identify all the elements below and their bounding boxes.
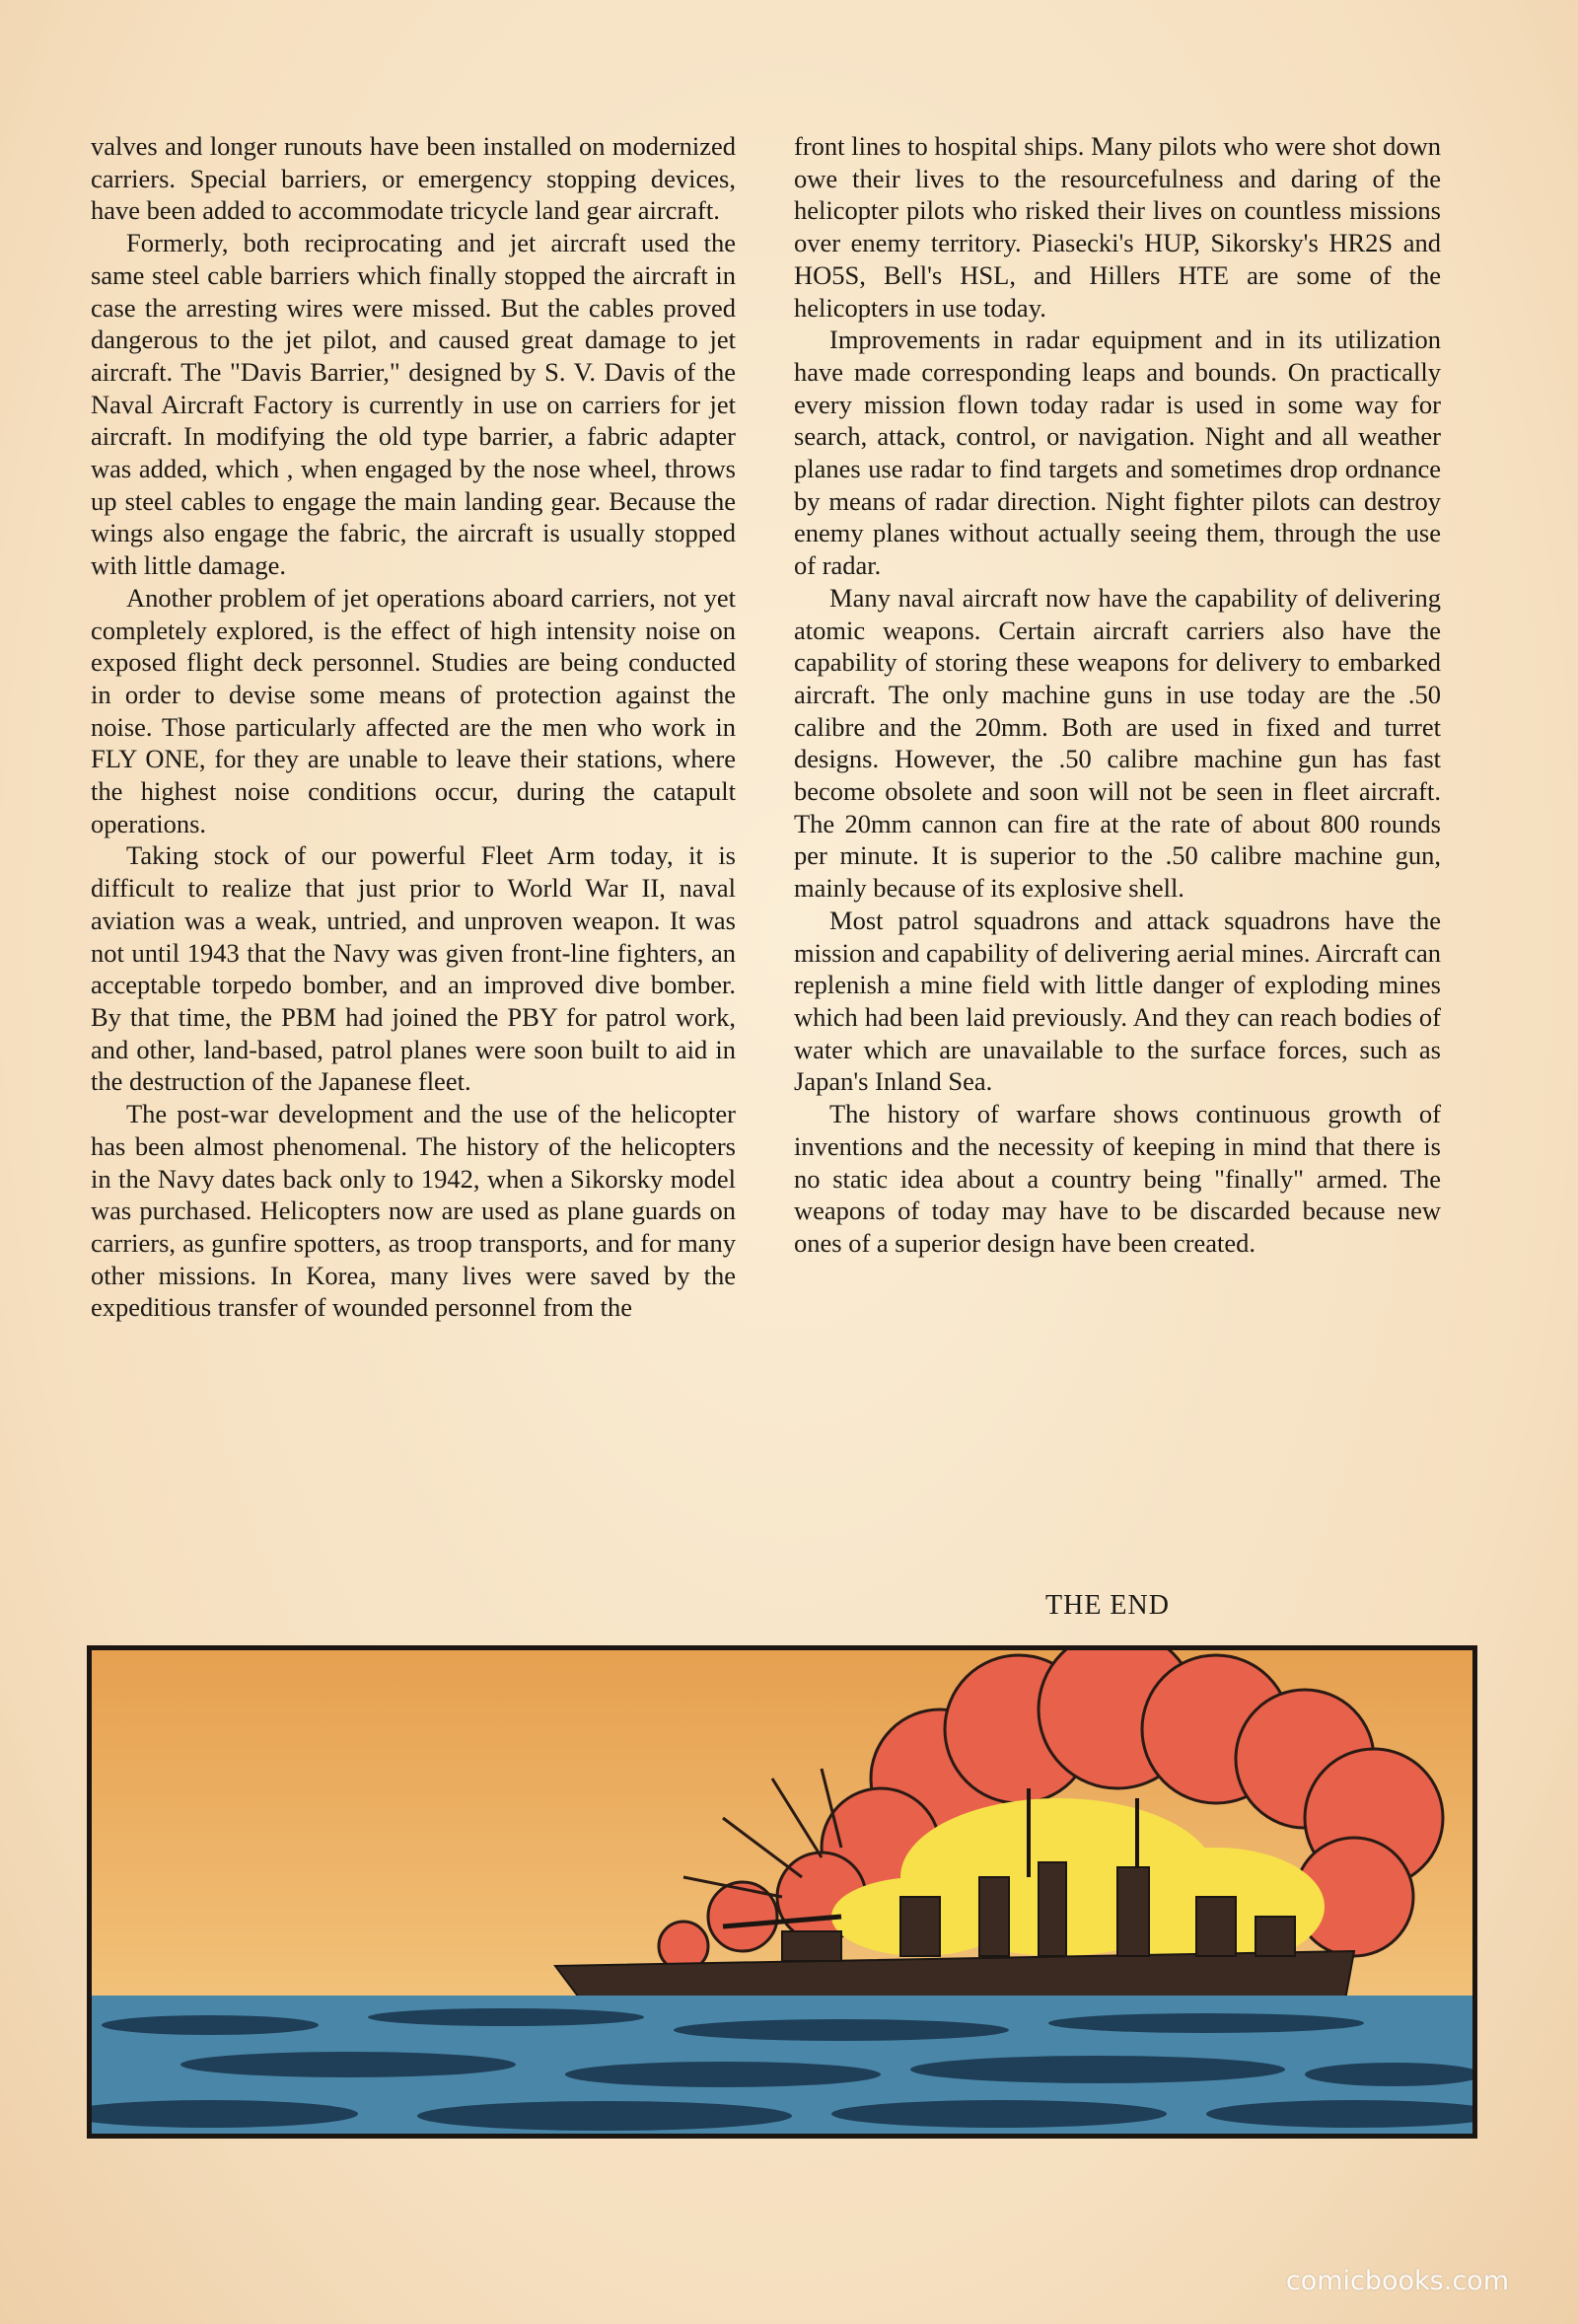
- right-text-column: [794, 130, 1441, 1260]
- sea-waves: [92, 2008, 1472, 2131]
- left-text-column: [91, 130, 736, 1324]
- paragraph: Another problem of jet operations aboard carriers, not yet completely explored, is the effect of high intensity noise on exposed flight deck personnel. Studies are being conducted in order to devise some means of protection against the noise. Those particularly affected are the men who work in FLY ONE, for they are unable to leave their stations, where the highest noise conditions occur, during the catapult operations.: [91, 582, 736, 838]
- paragraph: valves and longer runouts have been installed on modernized carriers. Special barriers, or emergency stopping devices, have been added to accommodate tricycle land gear aircraft.: [91, 131, 736, 226]
- paragraph: Formerly, both reciprocating and jet aircraft used the same steel cable barriers which finally stopped the aircraft in case the arresting wires were missed. But the cables proved dangerous to the jet pilot, and caused great damage to jet aircraft. The "Davis Barrier," designed by S. V. Davis of the Naval Aircraft Factory is currently in use on carriers for jet aircraft. In modifying the old type barrier, a fabric adapter was added, which , when engaged by the nose wheel, throws up steel cables to engage the main landing gear. Because the wings also engage the fabric, the aircraft is usually stopped with little damage.: [91, 228, 736, 581]
- the-end-label: THE END: [1045, 1590, 1170, 1621]
- paragraph: Improvements in radar equipment and in its utilization have made corresponding leaps and bounds. On practically every mission flown today radar is used in some way for search, attack, control, or navigation. Night and all weather planes use radar to find targets and sometimes drop ordnance by means of radar direction. Night fighter pilots can destroy enemy planes without actually seeing them, through the use of radar.: [794, 325, 1441, 581]
- battleship-explosion-illustration: [87, 1645, 1477, 2139]
- paragraph: Taking stock of our powerful Fleet Arm today, it is difficult to realize that just prior to World War II, naval aviation was a weak, untried, and unproven weapon. It was not until 1943 that the Navy was given front-line fighters, an acceptable torpedo bomber, and an improved dive bomber. By that time, the PBM had joined the PBY for patrol work, and other, land-based, patrol planes were soon built to aid in the destruction of the Japanese fleet.: [91, 840, 736, 1097]
- watermark: comicbooks.com: [1285, 2266, 1509, 2296]
- illustration-svg: [92, 1650, 1472, 2134]
- paragraph: front lines to hospital ships. Many pilots who were shot down owe their lives to the resourcefulness and daring of the helicopter pilots who risked their lives on countless missions over enemy territory. Piasecki's HUP, Sikorsky's HR2S and HO5S, Bell's HSL, and Hillers HTE are some of the helicopters in use today.: [794, 131, 1441, 323]
- paragraph: The post-war development and the use of the helicopter has been almost phenomenal. The history of the helicopters in the Navy dates back only to 1942, when a Sikorsky model was purchased. Helicopters now are used as plane guards on carriers, as gunfire spotters, as troop transports, and for many other missions. In Korea, many lives were saved by the expeditious transfer of wounded personnel from the: [91, 1099, 736, 1323]
- paragraph: The history of warfare shows continuous growth of inventions and the necessity of keeping in mind that there is no static idea about a country being "finally" armed. The weapons of today may have to be discarded because new ones of a superior design have been created.: [794, 1099, 1441, 1258]
- paragraph: Most patrol squadrons and attack squadrons have the mission and capability of delivering aerial mines. Aircraft can replenish a mine field with little danger of exploding mines which had been laid previously. And they can reach bodies of water which are unavailable to the surface forces, such as Japan's Inland Sea.: [794, 905, 1441, 1097]
- paragraph: Many naval aircraft now have the capability of delivering atomic weapons. Certain aircraft carriers also have the capability of storing these weapons for delivery to embarked aircraft. The only machine guns in use today are the .50 calibre and the 20mm. Both are used in fixed and turret designs. However, the .50 calibre machine gun has fast become obsolete and soon will not be seen in fleet aircraft. The 20mm cannon can fire at the rate of about 800 rounds per minute. It is superior to the .50 calibre machine gun, mainly because of its explosive shell.: [794, 582, 1441, 904]
